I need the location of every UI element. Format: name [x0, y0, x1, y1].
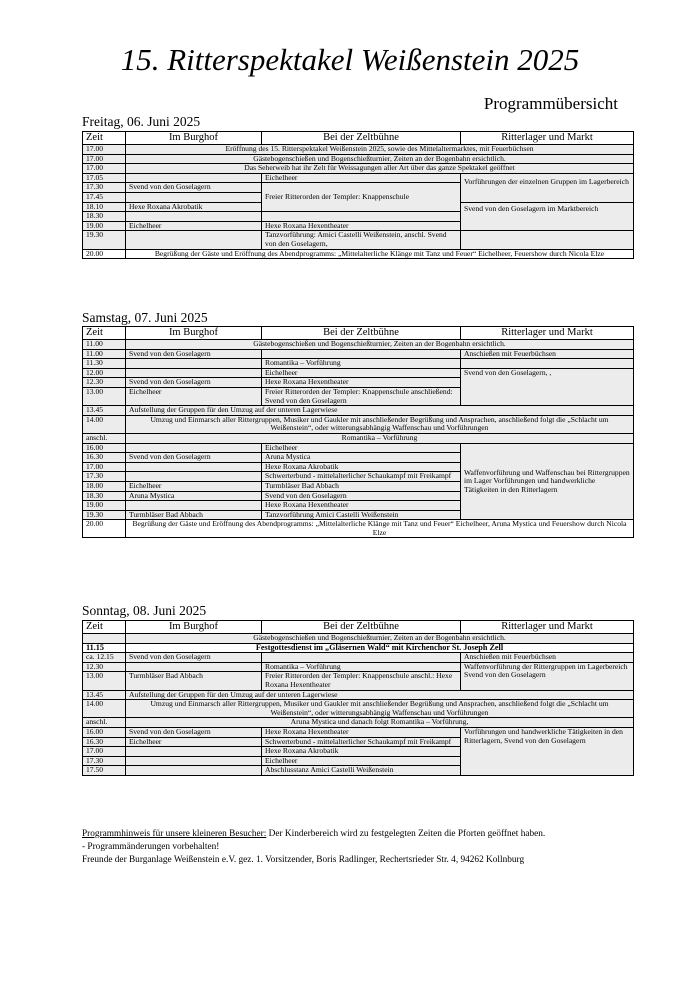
table-row [83, 231, 634, 249]
event-cell: Eröffnung des 15. Ritterspektakel Weißenstein 2025, sowie des Mittelaltermarktes, mit Feuerbüchsen [126, 145, 634, 155]
col-header-time: Zeit [83, 132, 126, 145]
table-row [83, 690, 634, 700]
time-cell: 17.45 [83, 192, 126, 202]
market-cell: Anschießen mit Feuerbüchsen [461, 349, 634, 359]
time-cell: 11.00 [83, 349, 126, 359]
time-cell: 11.00 [83, 340, 126, 350]
time-cell: 14.00 [83, 700, 126, 718]
courtyard-cell: Svend von den Goselagern [126, 727, 262, 737]
market-cell: Waffenvorführung und Waffenschau bei Rittergruppen im Lager Vorführungen und handwerkliche Tätigkeiten in den Ritterlagern [461, 443, 634, 520]
stage-cell: Aruna Mystica [262, 453, 461, 463]
event-cell: Romantika – Vorführung [126, 433, 634, 443]
time-cell: 17.05 [83, 173, 126, 183]
time-cell: anschl. [83, 433, 126, 443]
stage-cell [262, 212, 461, 222]
time-cell: 18.30 [83, 212, 126, 222]
courtyard-cell [126, 212, 262, 222]
time-cell: 20.00 [83, 520, 126, 538]
time-cell: 17.00 [83, 747, 126, 757]
col-header-market: Ritterlager und Markt [461, 327, 634, 340]
time-cell: 17.50 [83, 766, 126, 776]
stage-cell: Freier Ritterorden der Templer: Knappenschule [262, 183, 461, 212]
time-cell: 17.00 [83, 164, 126, 174]
time-cell: 18.10 [83, 202, 126, 212]
courtyard-cell [126, 501, 262, 511]
courtyard-cell [126, 472, 262, 482]
market-cell: Svend von den Goselagern, , [461, 368, 634, 405]
time-cell: 13.45 [83, 406, 126, 416]
col-header-time: Zeit [83, 327, 126, 340]
stage-cell: Svend von den Goselagern [262, 491, 461, 501]
stage-cell: Hexe Roxana Hexentheater [262, 378, 461, 388]
time-cell: ca. 12.15 [83, 653, 126, 663]
table-row [83, 520, 634, 538]
time-cell: 17.00 [83, 145, 126, 155]
col-header-market: Ritterlager und Markt [461, 132, 634, 145]
event-cell: Aufstellung der Gruppen für den Umzug auf der unteren Lagerwiese [126, 690, 634, 700]
col-header-courtyard: Im Burghof [126, 327, 262, 340]
sunday-table [82, 620, 634, 776]
courtyard-cell [126, 173, 262, 183]
table-row [83, 653, 634, 663]
stage-cell: Eichelheer [262, 173, 461, 183]
table-row [83, 443, 634, 453]
table-row [83, 368, 634, 378]
stage-cell: Hexe Roxana Akrobatik [262, 462, 461, 472]
courtyard-cell: Hexe Roxana Akrobatik [126, 202, 262, 212]
stage-cell: Hexe Roxana Hexentheater [262, 221, 461, 231]
courtyard-cell: Eichelheer [126, 221, 262, 231]
event-cell: Begrüßung der Gäste und Eröffnung des Abendprogramms: „Mittelalterliche Klänge mit Tanz und Feuer“ Eichelheer, Aruna Mystica und Feuershow durch Nicola Elze [126, 520, 634, 538]
stage-cell [262, 653, 461, 663]
footer [82, 828, 642, 867]
stage-cell: Romantika – Vorführung [262, 359, 461, 369]
courtyard-cell [126, 756, 262, 766]
table-row [83, 349, 634, 359]
kids-hint-label: Programmhinweis für unsere kleineren Besucher: [82, 829, 267, 839]
table-row [83, 700, 634, 718]
courtyard-cell [126, 231, 262, 249]
courtyard-cell: Svend von den Goselagern [126, 183, 262, 193]
signature: Freunde der Burganlage Weißenstein e.V. gez. 1. Vorsitzender, Boris Radlinger, Rechertsrieder Str. 4, 94262 Kollnburg [82, 855, 525, 865]
table-row [83, 173, 634, 183]
event-cell: Gästebogenschießen und Bogenschießturnier, Zeiten an der Bogenbahn ersichtlich. [126, 340, 634, 350]
table-header [83, 621, 634, 634]
event-cell: Gästebogenschießen und Bogenschießturnier, Zeiten an der Bogenbahn ersichtlich. [126, 634, 634, 644]
col-header-market: Ritterlager und Markt [461, 621, 634, 634]
event-cell: Gästebogenschießen und Bogenschießturnier, Zeiten an der Bogenbahn ersichtlich. [126, 154, 634, 164]
event-cell: Umzug und Einmarsch aller Rittergruppen, Musiker und Gaukler mit anschließender Begrüßung und Ansprachen, anschließend folgt die „Schlacht um Weißenstein“, oder witterungsabhängig Waffenschau und Vorführungen [126, 700, 634, 718]
courtyard-cell: Svend von den Goselagern [126, 378, 262, 388]
courtyard-cell: Eichelheer [126, 481, 262, 491]
stage-cell: Turmbläser Bad Abbach [262, 481, 461, 491]
page-title: 15. Ritterspektakel Weißenstein 2025 [120, 42, 580, 77]
time-cell: 20.00 [83, 249, 126, 259]
courtyard-cell: Svend von den Goselagern [126, 453, 262, 463]
table-row [83, 154, 634, 164]
time-cell: 19.00 [83, 221, 126, 231]
market-cell: Vorführungen und handwerkliche Tätigkeiten in den Ritterlagern, Svend von den Goselagern [461, 727, 634, 775]
table-row [83, 643, 634, 653]
courtyard-cell: Turmbläser Bad Abbach [126, 672, 262, 690]
event-cell: Festgottesdienst im „Gläsernen Wald“ mit Kirchenchor St. Joseph Zell [126, 643, 634, 653]
stage-cell: Hexe Roxana Akrobatik [262, 747, 461, 757]
market-cell [461, 231, 634, 249]
market-cell: Waffenvorführung der Rittergruppen im Lagerbereich Svend von den Goselagern [461, 662, 634, 690]
table-row [83, 145, 634, 155]
table-row [83, 727, 634, 737]
kids-hint-text: Der Kinderbereich wird zu festgelegten Zeiten die Pforten geöffnet haben. [266, 829, 546, 839]
stage-cell: Romantika – Vorführung [262, 662, 461, 672]
time-cell: 19.30 [83, 510, 126, 520]
sunday-heading: Sonntag, 08. Juni 2025 [82, 603, 207, 618]
courtyard-cell: Aruna Mystica [126, 491, 262, 501]
col-header-courtyard: Im Burghof [126, 621, 262, 634]
time-cell: 17.00 [83, 154, 126, 164]
time-cell: 12.00 [83, 368, 126, 378]
time-cell: 12.30 [83, 662, 126, 672]
friday-heading: Freitag, 06. Juni 2025 [82, 114, 201, 129]
table-row [83, 340, 634, 350]
event-cell: Aruna Mystica und danach folgt Romantika – Vorführung, [126, 718, 634, 728]
time-cell: 16.00 [83, 727, 126, 737]
col-header-courtyard: Im Burghof [126, 132, 262, 145]
stage-cell: Tanzvorführung: Amici Castelli Weißenstein, anschl. Svend von den Goselagern, [262, 231, 461, 249]
courtyard-cell: Turmbläser Bad Abbach [126, 510, 262, 520]
courtyard-cell [126, 443, 262, 453]
table-header [83, 327, 634, 340]
time-cell: 17.00 [83, 462, 126, 472]
page-subtitle: Programmübersicht [483, 94, 618, 113]
stage-cell: Hexe Roxana Hexentheater [262, 727, 461, 737]
courtyard-cell [126, 662, 262, 672]
time-cell: 18.30 [83, 491, 126, 501]
event-cell: Das Seherweib hat ihr Zelt für Weissagungen aller Art über das ganze Spektakel geöffnet [126, 164, 634, 174]
stage-cell: Eichelheer [262, 368, 461, 378]
saturday-heading: Samstag, 07. Juni 2025 [82, 310, 208, 325]
market-cell: Svend von den Goselagern im Marktbereich [461, 202, 634, 231]
col-header-stage: Bei der Zeltbühne [262, 132, 461, 145]
col-header-stage: Bei der Zeltbühne [262, 327, 461, 340]
changes-note: - Programmänderungen vorbehalten! [82, 842, 220, 852]
table-row [83, 406, 634, 416]
courtyard-cell: Eichelheer [126, 387, 262, 405]
table-row [83, 433, 634, 443]
courtyard-cell [126, 747, 262, 757]
stage-cell: Abschlusstanz Amici Castelli Weißenstein [262, 766, 461, 776]
table-header [83, 132, 634, 145]
courtyard-cell [126, 766, 262, 776]
time-cell: 13.45 [83, 690, 126, 700]
col-header-time: Zeit [83, 621, 126, 634]
table-row [83, 415, 634, 433]
courtyard-cell: Svend von den Goselagern [126, 349, 262, 359]
market-cell [461, 359, 634, 369]
time-cell: 16.30 [83, 453, 126, 463]
courtyard-cell: Eichelheer [126, 737, 262, 747]
stage-cell: Schwerterbund - mittelalterlicher Schaukampf mit Freikampf [262, 472, 461, 482]
stage-cell: Hexe Roxana Hexentheater [262, 501, 461, 511]
stage-cell: Eichelheer [262, 756, 461, 766]
event-cell: Aufstellung der Gruppen für den Umzug auf der unteren Lagerwiese [126, 406, 634, 416]
stage-cell: Freier Ritterorden der Templer: Knappenschule anschließend: Svend von den Goselagern [262, 387, 461, 405]
table-row [83, 718, 634, 728]
time-cell: 16.30 [83, 737, 126, 747]
courtyard-cell [126, 192, 262, 202]
market-cell: Vorführungen der einzelnen Gruppen im Lagerbereich [461, 173, 634, 202]
time-cell [83, 634, 126, 644]
time-cell: 14.00 [83, 415, 126, 433]
table-row [83, 662, 634, 672]
table-row [83, 164, 634, 174]
friday-table [82, 131, 634, 259]
time-cell: 11.15 [83, 643, 126, 653]
time-cell: 17.30 [83, 183, 126, 193]
time-cell: 19.30 [83, 231, 126, 249]
courtyard-cell [126, 359, 262, 369]
stage-cell: Eichelheer [262, 443, 461, 453]
courtyard-cell [126, 368, 262, 378]
table-row [83, 359, 634, 369]
table-row [83, 634, 634, 644]
time-cell: anschl. [83, 718, 126, 728]
table-row [83, 249, 634, 259]
stage-cell: Freier Ritterorden der Templer: Knappenschule anschl.: Hexe Roxana Hexentheater [262, 672, 461, 690]
time-cell: 13.00 [83, 672, 126, 690]
kids-hint [82, 828, 642, 841]
market-cell: Anschießen mit Feuerbüchsen [461, 653, 634, 663]
time-cell: 16.00 [83, 443, 126, 453]
stage-cell: Tanzvorführung Amici Castelli Weißenstein [262, 510, 461, 520]
courtyard-cell: Svend von den Goselagern [126, 653, 262, 663]
stage-cell [262, 349, 461, 359]
time-cell: 17.30 [83, 472, 126, 482]
courtyard-cell [126, 462, 262, 472]
time-cell: 13.00 [83, 387, 126, 405]
time-cell: 19.00 [83, 501, 126, 511]
time-cell: 11.30 [83, 359, 126, 369]
col-header-stage: Bei der Zeltbühne [262, 621, 461, 634]
time-cell: 12.30 [83, 378, 126, 388]
time-cell: 18.00 [83, 481, 126, 491]
time-cell: 17.30 [83, 756, 126, 766]
stage-cell: Schwerterbund - mittelalterlicher Schaukampf mit Freikampf [262, 737, 461, 747]
event-cell: Begrüßung der Gäste und Eröffnung des Abendprogramms: „Mittelalterliche Klänge mit Tanz und Feuer“ Eichelheer, Feuershow durch Nicola Elze [126, 249, 634, 259]
saturday-table [82, 326, 634, 538]
event-cell: Umzug und Einmarsch aller Rittergruppen, Musiker und Gaukler mit anschließender Begrüßung und Ansprachen, anschließend folgt die „Schlacht um Weißenstein“, oder witterungsabhängig Waffenschau und Vorführungen [126, 415, 634, 433]
